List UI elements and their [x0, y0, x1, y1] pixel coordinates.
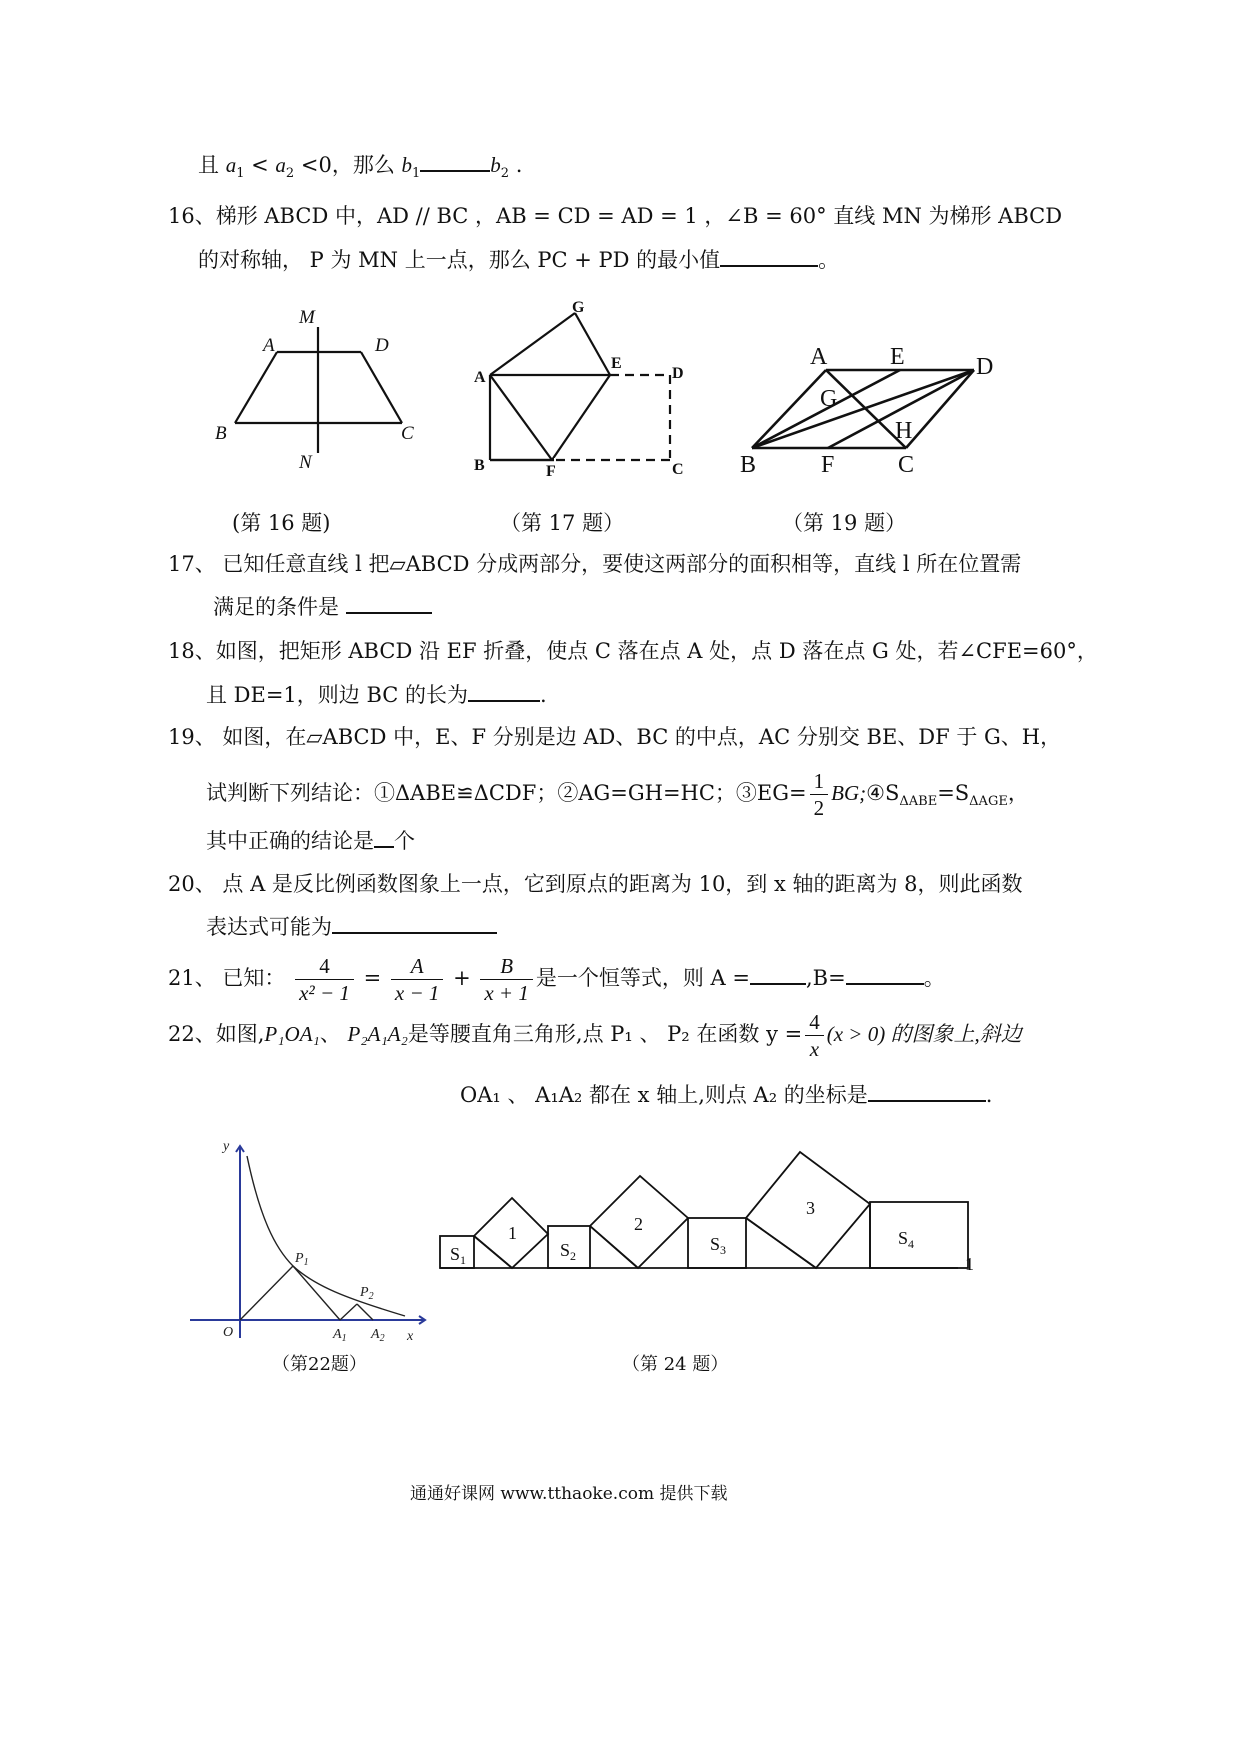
- q22-line1: 22、如图,P₁OA₁、 P₂A₁A₂是等腰直角三角形,点 P₁ 、 P₂ 在函数 y = $\frac{4}{x}$ (x > 0) 的图象上,斜边: [168, 1010, 1022, 1061]
- q21: 21、 已知： $\frac{4}{\text{x² − 1}}$ = $\frac{A}{x - 1}$ + $\frac{B}{x + 1}$ 是一个恒等式，则 A = ,B= 。: [168, 954, 945, 1005]
- q16-line1: 16、梯形 ABCD 中，AD // BC ，AB = CD = AD = 1 ，∠B = 60° 直线 MN 为梯形 ABCD: [168, 204, 1063, 228]
- fraction-one-half: $\frac{1}{2}$: [810, 768, 829, 821]
- label-F: F: [821, 452, 835, 478]
- answer-blank-B: [846, 963, 924, 985]
- label-B: B: [215, 423, 227, 444]
- figure-17-fold: [472, 298, 692, 478]
- q17-line1: 17、 已知任意直线 l 把▱ABCD 分成两部分，要使这两部分的面积相等，直线 l 所在位置需: [168, 552, 1022, 576]
- figure-22-caption: （第22题）: [272, 1354, 367, 1375]
- label-D: D: [976, 354, 994, 380]
- triangle-P2A1A2: P₂A₁A₂: [347, 1022, 408, 1046]
- label-B: B: [740, 452, 757, 478]
- q19-line3: 其中正确的结论是 个: [206, 826, 415, 855]
- answer-blank: [720, 245, 818, 267]
- label-M: M: [299, 307, 315, 328]
- fraction-4-over-x2-1: $\frac{4}{\text{x² − 1}}$: [295, 953, 354, 1006]
- fraction-B-over-x+1: $\frac{B}{x + 1}$: [480, 953, 533, 1006]
- q22-line2: OA₁ 、 A₁A₂ 都在 x 轴上,则点 A₂ 的坐标是 .: [460, 1080, 992, 1109]
- q20-line1: 20、 点 A 是反比例函数图象上一点，它到原点的距离为 10，到 x 轴的距离为 8，则此函数: [168, 872, 1023, 896]
- label-A: A: [263, 335, 275, 356]
- svg-text:S1: $S_1$: [450, 1244, 467, 1267]
- svg-text:A2: $A_2$: [371, 1327, 385, 1344]
- label-F: F: [546, 463, 556, 480]
- fraction-4-over-x: $\frac{4}{x}$: [805, 1009, 824, 1062]
- figure-24-squares: [438, 1146, 998, 1296]
- svg-text:S3: $S_3$: [710, 1234, 727, 1257]
- figure-19-caption: （第 19 题）: [782, 511, 907, 535]
- label-H: H: [895, 418, 913, 444]
- label-G: G: [820, 386, 838, 412]
- label-N: N: [299, 452, 312, 473]
- answer-blank: [374, 826, 394, 848]
- label-E: E: [890, 344, 905, 370]
- label-1: 1: [508, 1223, 517, 1243]
- figure-16-trapezoid: [205, 305, 425, 475]
- label-D: D: [672, 365, 684, 382]
- fraction-A-over-x-1: $\frac{A}{x - 1}$: [391, 953, 444, 1006]
- svg-text:A1: $A_1$: [333, 1327, 347, 1344]
- answer-blank: [420, 150, 490, 172]
- q15-tail: 且 $a_1 < a_2 <0$，那么 $b_1$ $b_2$ .: [198, 150, 522, 188]
- label-B: B: [474, 457, 485, 474]
- label-C: C: [672, 461, 684, 478]
- q19-line2: 试判断下列结论：①ΔABE≌ΔCDF；②AG=GH=HC；③EG= $\frac{1}{2}$ $BG;④S_{\Delta ABE}=S_{\Delta AGE}$，: [206, 769, 1029, 820]
- label-O: O: [223, 1325, 234, 1340]
- q17-line2: 满足的条件是: [213, 592, 432, 621]
- label-y: y: [223, 1139, 230, 1154]
- figure-17-caption: （第 17 题）: [500, 511, 625, 535]
- label-A: A: [810, 344, 828, 370]
- answer-blank: [346, 592, 432, 614]
- svg-text:P2: $P_2$: [360, 1285, 374, 1302]
- q18-line2: 且 DE=1，则边 BC 的长为 .: [206, 680, 547, 709]
- figure-22-graph: [185, 1138, 445, 1368]
- figure-16-caption: (第 16 题): [232, 511, 331, 535]
- label-A: A: [474, 369, 486, 386]
- label-G: G: [572, 299, 585, 316]
- label-3: 3: [806, 1198, 815, 1218]
- label-C: C: [898, 452, 915, 478]
- svg-text:P1: $P_1$: [295, 1251, 309, 1268]
- answer-blank: [468, 680, 540, 702]
- label-2: 2: [634, 1214, 643, 1234]
- svg-text:S2: $S_2$: [560, 1240, 577, 1263]
- svg-text:S4: $S_4$: [898, 1228, 915, 1251]
- answer-blank-A: [750, 963, 806, 985]
- triangle-P1OA1: P₁OA₁: [264, 1022, 320, 1046]
- q19-line1: 19、 如图，在▱ABCD 中，E、F 分别是边 AD、BC 的中点，AC 分别交 BE、DF 于 G、H，: [168, 725, 1062, 749]
- page-footer: 通通好课网 www.tthaoke.com 提供下载: [410, 1484, 728, 1504]
- label-x: x: [407, 1329, 414, 1344]
- q18-line1: 18、如图，把矩形 ABCD 沿 EF 折叠，使点 C 落在点 A 处，点 D 落在点 G 处，若∠CFE=60°，: [168, 639, 1098, 663]
- label-D: D: [375, 335, 389, 356]
- answer-blank: [332, 912, 497, 934]
- answer-blank: [868, 1080, 986, 1102]
- label-C: C: [401, 423, 414, 444]
- figure-19-parallelogram: [738, 338, 1008, 478]
- q16-line2: 的对称轴， P 为 MN 上一点，那么 PC + PD 的最小值 。: [198, 245, 839, 274]
- figure-24-caption: （第 24 题）: [622, 1354, 729, 1375]
- q20-line2: 表达式可能为: [206, 912, 497, 941]
- label-E: E: [611, 355, 622, 372]
- label-l: 1: [965, 1254, 974, 1274]
